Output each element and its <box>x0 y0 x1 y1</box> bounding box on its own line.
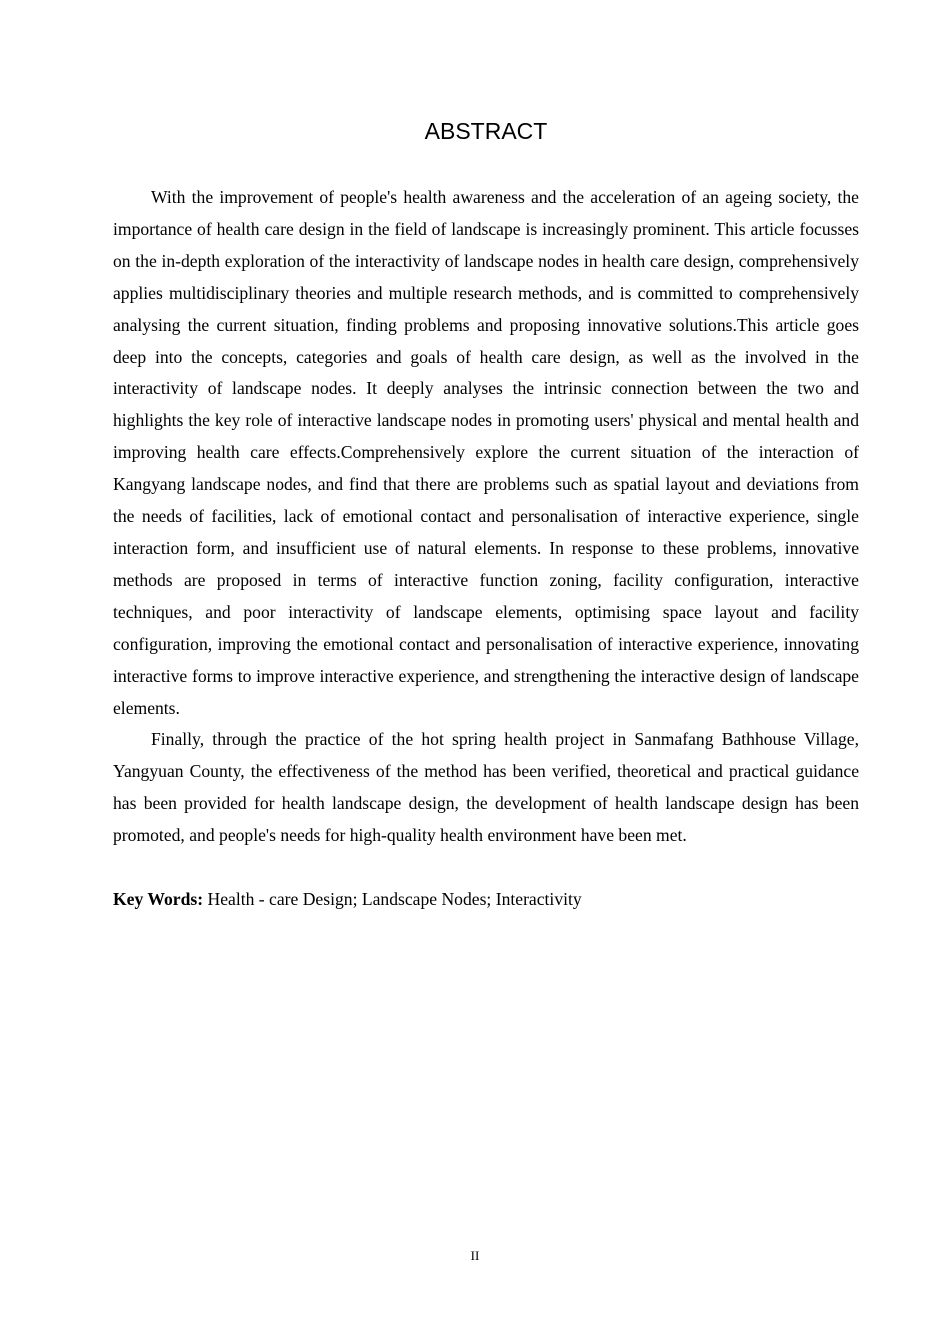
keywords-line <box>113 884 859 914</box>
abstract-paragraph-1: With the improvement of people's health awareness and the acceleration of an ageing society, the importance of health care design in the field of landscape is increasingly prominent. This article focusses on the in-depth exploration of the interactivity of landscape nodes in health care design, comprehensively applies multidisciplinary theories and multiple research methods, and is committed to comprehensively analysing the current situation, finding problems and proposing innovative solutions.This article goes deep into the concepts, categories and goals of health care design, as well as the involved in the interactivity of landscape nodes. It deeply analyses the intrinsic connection between the two and highlights the key role of interactive landscape nodes in promoting users' physical and mental health and improving health care effects.Comprehensively explore the current situation of the interaction of Kangyang landscape nodes, and find that there are problems such as spatial layout and deviations from the needs of facilities, lack of emotional contact and personalisation of interactive experience, single interaction form, and insufficient use of natural elements. In response to these problems, innovative methods are proposed in terms of interactive function zoning, facility configuration, interactive techniques, and poor interactivity of landscape elements, optimising space layout and facility configuration, improving the emotional contact and personalisation of interactive experience, innovating interactive forms to improve interactive experience, and strengthening the interactive design of landscape elements. <box>113 187 859 718</box>
abstract-body <box>113 182 859 852</box>
abstract-paragraph-2: Finally, through the practice of the hot spring health project in Sanmafang Bathhouse Village, Yangyuan County, the effectiveness of the method has been verified, theoretical and practical guidance has been provided for health landscape design, the development of health landscape design has been promoted, and people's needs for high-quality health environment have been met. <box>113 729 859 846</box>
page-number: II <box>470 1248 480 1263</box>
keywords-label: Key Words: <box>113 889 204 909</box>
keywords-text: Health - care Design; Landscape Nodes; Interactivity <box>203 889 582 909</box>
abstract-title: ABSTRACT <box>424 118 548 144</box>
